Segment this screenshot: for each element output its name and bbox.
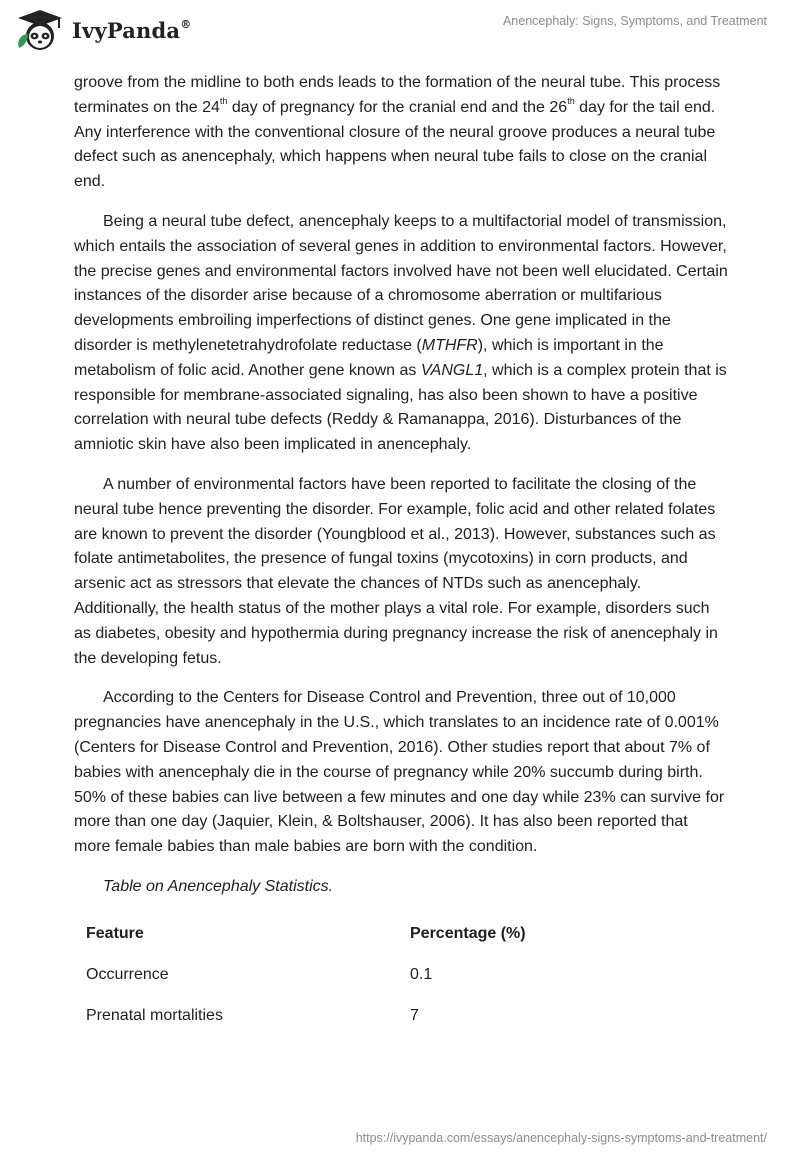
column-header-feature: Feature <box>86 925 144 943</box>
ivypanda-logo[interactable] <box>14 8 191 52</box>
table-caption: Table on Anencephaly Statistics. <box>103 877 334 895</box>
paragraph-1: groove from the midline to both ends leads to the formation of the neural tube. This process terminates on the 24th day of pregnancy for the cranial end and the 26th day for the tail end. Any interference with the conventional closure of the neural groove produces a neural tube defect such as anencephaly, which happens when neural tube fails to close on the cranial end. <box>74 74 721 191</box>
table-cell-feature: Occurrence <box>86 966 169 984</box>
table-cell-feature: Prenatal mortalities <box>86 1007 223 1025</box>
page-header <box>0 0 800 70</box>
essay-body <box>74 71 728 1037</box>
table-cell-percentage: 7 <box>410 1007 419 1025</box>
table-cell-percentage: 0.1 <box>410 966 433 984</box>
table-header-row <box>74 914 728 955</box>
table-row <box>74 996 728 1037</box>
panda-graduate-icon <box>14 8 66 52</box>
paragraph-3: A number of environmental factors have been reported to facilitate the closing of the neural tube hence preventing the disorder. For example, folic acid and other related folates are known to prevent the disorder (Youngblood et al., 2013). However, substances such as folate antimetabolites, the presence of fungal toxins (mycotoxins) in corn products, and arsenic act as stressors that elevate the chances of NTDs such as anencephaly. Additionally, the health status of the mother plays a vital role. For example, disorders such as diabetes, obesity and hypothermia during pregnancy increase the risk of anencephaly in the developing fetus. <box>74 475 718 667</box>
paragraph-4: According to the Centers for Disease Control and Prevention, three out of 10,000 pregnancies have anencephaly in the U.S., which translates to an incidence rate of 0.001% (Centers for Disease Control and Prevention, 2016). Other studies report that about 7% of babies with anencephaly die in the course of pregnancy while 20% succumb during birth. 50% of these babies can live between a few minutes and one day while 23% can survive for more than one day (Jaquier, Klein, & Boltshauser, 2006). It has also been reported that more female babies than male babies are born with the condition. <box>74 689 725 856</box>
paragraph-2: Being a neural tube defect, anencephaly keeps to a multifactorial model of transmission, which entails the association of several genes in addition to environmental factors. However, the precise genes and environmental factors involved have not been well elucidated. Certain instances of the disorder arise because of a chromosome aberration or multifarious developments embroiling imperfections of distinct genes. One gene implicated in the disorder is methylenetetrahydrofolate reductase (MTHFR), which is important in the metabolism of folic acid. Another gene known as VANGL1, which is a complex protein that is responsible for membrane-associated signaling, has also been shown to have a positive correlation with neural tube defects (Reddy & Ramanappa, 2016). Disturbances of the amniotic skin have also been implicated in anencephaly. <box>74 212 728 454</box>
source-url[interactable]: https://ivypanda.com/essays/anencephaly-signs-symptoms-and-treatment/ <box>355 1131 767 1145</box>
document-title: Anencephaly: Signs, Symptoms, and Treatment <box>502 14 767 28</box>
gene-vangl1: VANGL1 <box>420 361 484 379</box>
statistics-table <box>74 914 728 1037</box>
gene-mthfr: MTHFR <box>421 336 478 354</box>
brand-name: IvyPanda® <box>72 17 192 43</box>
table-row <box>74 955 728 996</box>
column-header-percentage: Percentage (%) <box>410 925 526 943</box>
